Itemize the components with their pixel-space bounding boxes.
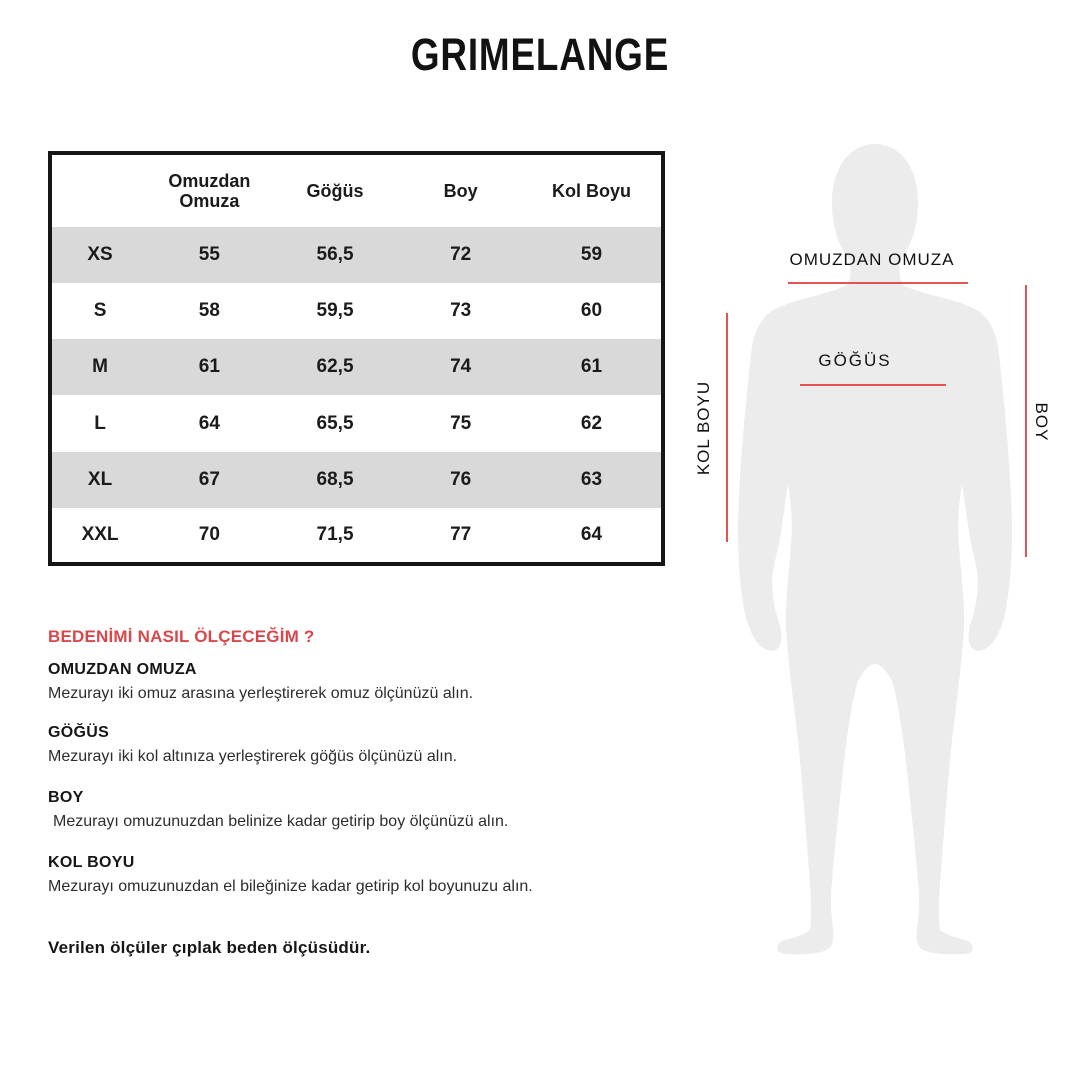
guide-section-text: Mezurayı iki kol altınıza yerleştirerek göğüs ölçünüzü alın. xyxy=(48,748,458,765)
measurement-cell: 68,5 xyxy=(316,468,354,490)
table-row xyxy=(50,283,663,339)
column-header-length: Boy xyxy=(443,180,478,201)
measurement-cell: 59,5 xyxy=(316,300,354,322)
measurement-cell: 72 xyxy=(450,244,472,266)
guide-section-sleeve xyxy=(48,854,608,896)
sleeve-measure-label: KOL BOYU xyxy=(694,380,713,476)
measurement-cell: 73 xyxy=(450,300,472,322)
length-measure-label: BOY xyxy=(1032,402,1051,442)
measurement-cell: 74 xyxy=(450,356,472,378)
measurement-cell: 58 xyxy=(198,300,220,322)
table-row xyxy=(50,452,663,508)
guide-section-heading: OMUZDAN OMUZA xyxy=(48,661,197,678)
measurement-cell: 59 xyxy=(580,244,603,266)
guide-section-text: Mezurayı omuzunuzdan el bileğinize kadar getirip kol boyunuzu alın. xyxy=(48,878,533,895)
table-row xyxy=(50,227,663,283)
measurement-cell: 75 xyxy=(450,412,472,434)
guide-section-chest xyxy=(48,724,608,766)
size-table-header-row xyxy=(50,153,663,227)
column-header-sleeve: Kol Boyu xyxy=(551,180,631,201)
guide-title: BEDENİMİ NASIL ÖLÇECEĞİM ? xyxy=(48,627,315,646)
column-header-shoulder: Omuzdan Omuza xyxy=(168,170,251,211)
column-header-chest: Göğüs xyxy=(306,180,364,201)
measurement-cell: 77 xyxy=(450,523,472,545)
measurement-cell: 63 xyxy=(580,468,603,490)
size-table xyxy=(48,151,665,566)
guide-section-length xyxy=(48,789,608,831)
size-label: M xyxy=(92,356,108,378)
shoulder-measure-line xyxy=(788,282,968,284)
table-row xyxy=(50,508,663,564)
size-label: XXL xyxy=(81,523,119,545)
table-row xyxy=(50,395,663,451)
guide-section-text: Mezurayı omuzunuzdan belinize kadar getirip boy ölçünüzü alın. xyxy=(53,813,509,830)
shoulder-measure-label: OMUZDAN OMUZA xyxy=(789,250,955,269)
measurement-cell: 70 xyxy=(198,523,220,545)
measurement-cell: 62,5 xyxy=(316,356,354,378)
table-row xyxy=(50,339,663,395)
size-label: XL xyxy=(87,468,113,490)
guide-section-heading: KOL BOYU xyxy=(48,854,135,871)
measurement-cell: 65,5 xyxy=(316,412,354,434)
guide-section-text: Mezurayı iki omuz arasına yerleştirerek omuz ölçünüzü alın. xyxy=(48,685,474,702)
measurement-cell: 55 xyxy=(198,244,220,266)
measurement-cell: 60 xyxy=(580,300,603,322)
measurement-cell: 56,5 xyxy=(316,244,354,266)
size-label: XS xyxy=(87,244,113,266)
chest-measure-label: GÖĞÜS xyxy=(818,351,892,370)
measurement-cell: 61 xyxy=(198,356,220,378)
size-label: L xyxy=(94,412,106,434)
measurement-cell: 76 xyxy=(450,468,472,490)
size-table-corner-cell xyxy=(50,153,148,227)
measurements-footnote: Verilen ölçüler çıplak beden ölçüsüdür. xyxy=(48,938,371,957)
brand-logo: GRIMELANGE xyxy=(410,29,670,80)
guide-section-heading: GÖĞÜS xyxy=(48,724,110,741)
measurement-cell: 64 xyxy=(198,412,220,434)
chest-measure-line xyxy=(800,384,946,386)
measurement-cell: 61 xyxy=(580,356,603,378)
measurement-cell: 71,5 xyxy=(316,523,354,545)
sleeve-measure-line xyxy=(726,313,728,542)
guide-section-heading: BOY xyxy=(48,789,84,806)
measurement-cell: 62 xyxy=(580,412,603,434)
guide-section-shoulder xyxy=(48,661,608,703)
length-measure-line xyxy=(1025,285,1027,557)
size-label: S xyxy=(93,300,107,322)
measurement-cell: 64 xyxy=(580,523,603,545)
measurement-cell: 67 xyxy=(198,468,220,490)
